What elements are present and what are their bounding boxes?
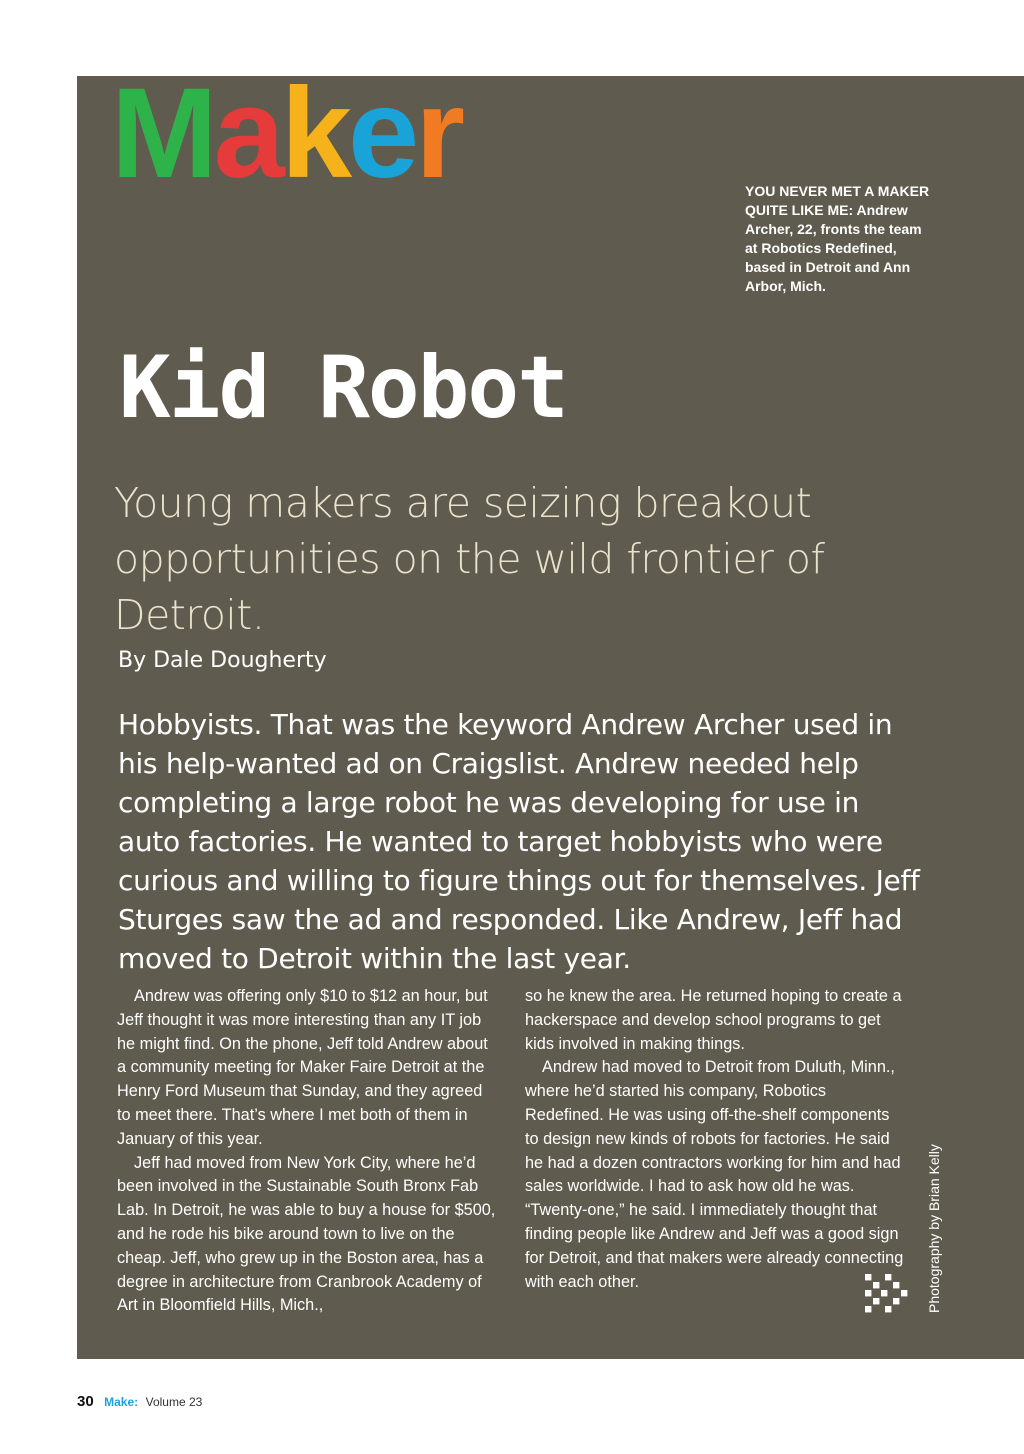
logo-letter-k: k: [280, 76, 348, 205]
page-number: 30: [77, 1393, 94, 1410]
photo-credit: Photography by Brian Kelly: [926, 1144, 942, 1313]
maker-logo: [111, 76, 461, 205]
body-paragraph: Andrew was offering only $10 to $12 an hour, but Jeff thought it was more interesting than any IT job he might find. On the phone, Jeff told Andrew about a community meeting for Maker Faire Detroit at the Henry Ford Museum that Sunday, and they agreed to meet there. That’s where I met both of them in January of this year.: [117, 987, 488, 1148]
body-paragraph: Andrew had moved to Detroit from Duluth, Minn., where he’d started his company, Robotics Redefined. He was using off-the-shelf components to design new kinds of robots for factories. He said he had a dozen contractors working for him and had sales worldwide. I had to ask how old he was. “Twenty-one,” he said. I immediately thought that finding people like Andrew and Jeff was a good sign for Detroit, and that makers were already connecting with each other.: [525, 1058, 904, 1291]
body-paragraph: so he knew the area. He returned hoping to create a hackerspace and develop school programs to get kids involved in making things.: [525, 987, 902, 1053]
photo-caption: YOU NEVER MET A MAKER QUITE LIKE ME: Andrew Archer, 22, fronts the team at Robotics Redefined, based in Detroit and Ann Arbor, Mich.: [745, 183, 930, 294]
article-panel: [77, 76, 1024, 1359]
magazine-name: Make:: [104, 1395, 139, 1409]
logo-letter-r: r: [415, 76, 461, 205]
lede-paragraph: Hobbyists. That was the keyword Andrew Archer used in his help-wanted ad on Craigslist. Andrew needed help completing a large robot he was developing for use in auto factories. He wanted to target hobbyists who were curious and willing to figure things out for themselves. Jeff Sturges saw the ad and responded. Like Andrew, Jeff had moved to Detroit within the last year.: [118, 708, 920, 975]
byline: By Dale Dougherty: [118, 648, 327, 673]
body-column-right: [525, 985, 907, 1294]
volume-label: Volume 23: [145, 1395, 203, 1409]
end-mark-icon: [865, 1274, 909, 1314]
page-footer: [77, 1393, 202, 1411]
article-title: Kid Robot: [119, 338, 567, 438]
body-column-left: [117, 985, 499, 1318]
logo-letter-e: e: [348, 76, 416, 205]
logo-letter-a: a: [213, 76, 281, 205]
article-dek: Young makers are seizing breakout opportunities on the wild frontier of Detroit.: [114, 479, 825, 639]
logo-letter-m: M: [111, 76, 214, 205]
body-paragraph: Jeff had moved from New York City, where he’d been involved in the Sustainable South Bronx Fab Lab. In Detroit, he was able to buy a house for $500, and he rode his bike around town to live on the cheap. Jeff, who grew up in the Boston area, has a degree in architecture from Cranbrook Academy of Art in Bloomfield Hills, Mich.,: [117, 1153, 496, 1315]
